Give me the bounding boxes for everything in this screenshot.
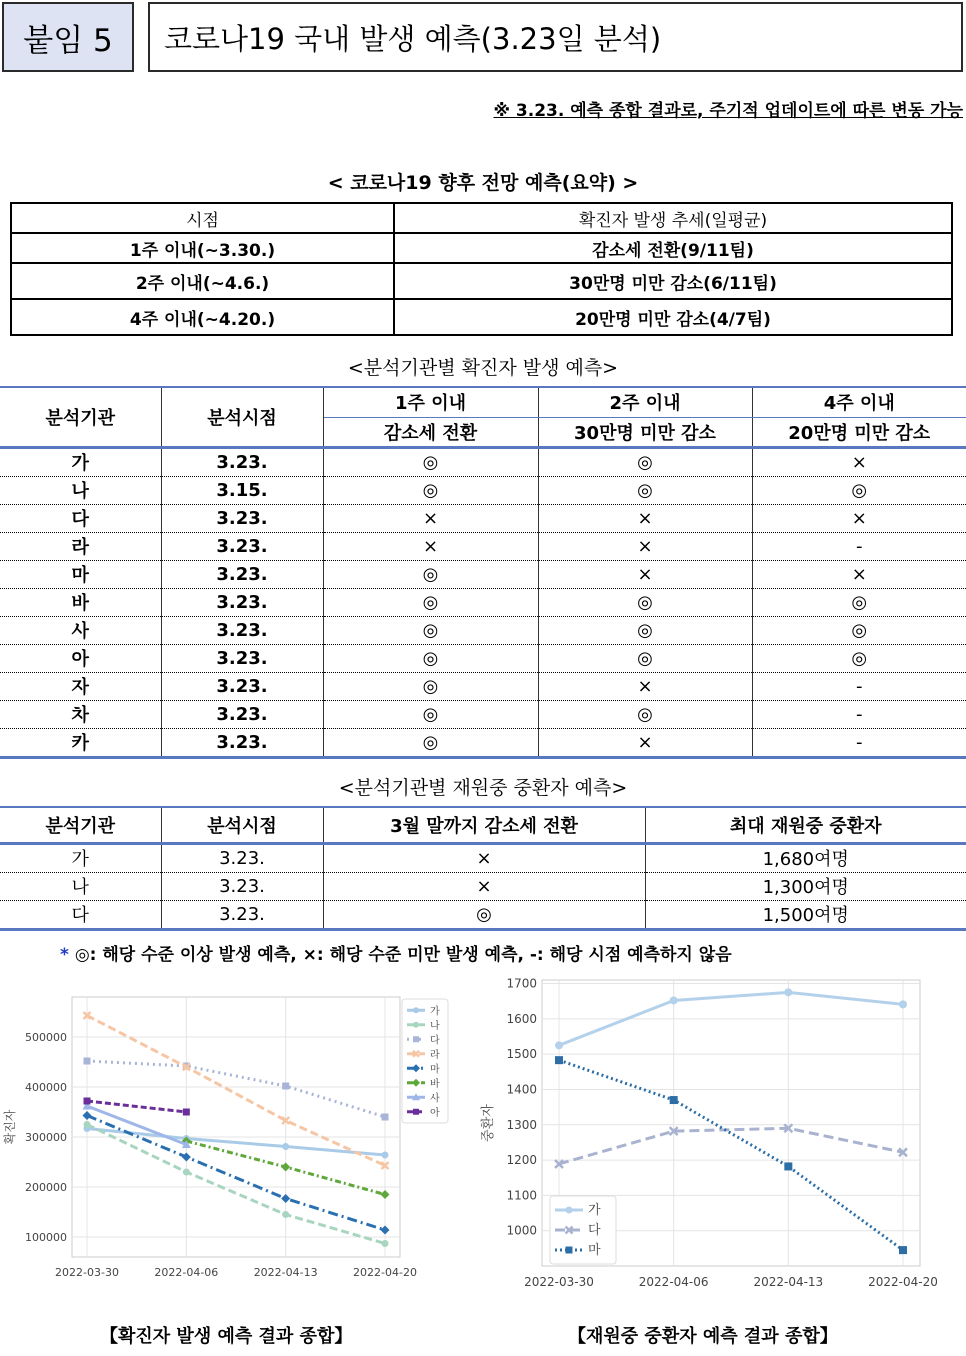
cases-time-cell: 3.23. xyxy=(161,728,323,757)
cases-row xyxy=(0,616,966,644)
summary-cell: 1주 이내(~3.30.) xyxy=(11,233,394,263)
legend-label: 마 xyxy=(430,1064,440,1076)
data-point xyxy=(282,1211,289,1218)
summary-table xyxy=(10,202,953,336)
legend-label: 사 xyxy=(430,1093,440,1105)
cases-forecast-cell: × xyxy=(538,728,752,757)
cases-org-cell: 나 xyxy=(0,476,161,504)
cases-time-cell: 3.23. xyxy=(161,616,323,644)
cases-sub-w4: 20만명 미만 감소 xyxy=(752,417,966,447)
data-point xyxy=(84,1058,91,1065)
x-tick-label: 2022-03-30 xyxy=(524,1275,594,1289)
cases-org-cell: 차 xyxy=(0,700,161,728)
cases-forecast-cell: × xyxy=(538,504,752,532)
severe-max-cell: 1,680여명 xyxy=(645,843,966,872)
severe-max-cell: 1,500여명 xyxy=(645,900,966,929)
severe-trend-cell: × xyxy=(323,843,645,872)
page-title xyxy=(148,2,963,72)
cases-org-cell: 아 xyxy=(0,644,161,672)
legend-note-star: * xyxy=(60,945,69,965)
y-tick-label: 1600 xyxy=(506,1011,537,1026)
y-tick-label: 1200 xyxy=(506,1153,537,1168)
legend-label: 가 xyxy=(430,1006,440,1018)
x-tick-label: 2022-04-20 xyxy=(353,1266,417,1279)
cases-forecast-cell: × xyxy=(538,532,752,560)
cases-forecast-cell: ◎ xyxy=(538,616,752,644)
summary-row xyxy=(11,233,952,263)
legend-label: 바 xyxy=(430,1078,440,1090)
y-tick-label: 500000 xyxy=(25,1031,67,1044)
cases-org-cell: 카 xyxy=(0,728,161,757)
cases-row xyxy=(0,672,966,700)
legend-note xyxy=(60,940,732,965)
cases-row xyxy=(0,476,966,504)
severe-time-cell: 3.23. xyxy=(161,872,323,900)
y-tick-label: 100000 xyxy=(25,1231,67,1244)
cases-forecast-cell: ◎ xyxy=(538,476,752,504)
cases-forecast-cell: ◎ xyxy=(323,672,538,700)
cases-org-cell: 가 xyxy=(0,447,161,476)
severe-table-title: <분석기관별 재원중 중환자 예측> xyxy=(338,777,628,799)
cases-row xyxy=(0,447,966,476)
severe-header-cell: 3월 말까지 감소세 전환 xyxy=(323,807,645,843)
severe-forecast-chart xyxy=(478,970,964,1300)
severe-time-cell: 3.23. xyxy=(161,843,323,872)
cases-forecast-cell: ◎ xyxy=(538,644,752,672)
cases-forecast-cell: × xyxy=(752,504,966,532)
cases-table-title: <분석기관별 확진자 발생 예측> xyxy=(347,357,619,379)
severe-header-cell: 분석시점 xyxy=(161,807,323,843)
cases-sub-w1: 감소세 전환 xyxy=(323,417,538,447)
cases-forecast-cell: × xyxy=(752,560,966,588)
cases-row xyxy=(0,700,966,728)
y-tick-label: 1100 xyxy=(506,1188,537,1203)
data-point xyxy=(183,1169,190,1176)
cases-org-cell: 자 xyxy=(0,672,161,700)
cases-header-row xyxy=(0,387,966,417)
data-point xyxy=(899,1000,907,1008)
cases-forecast-cell: ◎ xyxy=(538,447,752,476)
summary-header-cell: 시점 xyxy=(11,203,394,233)
data-point xyxy=(84,1098,91,1105)
cases-forecast-cell: × xyxy=(323,532,538,560)
attachment-tag xyxy=(2,2,134,72)
cases-forecast-cell: × xyxy=(323,504,538,532)
cases-forecast-cell: ◎ xyxy=(752,476,966,504)
severe-header-cell: 분석기관 xyxy=(0,807,161,843)
cases-forecast-cell: ◎ xyxy=(323,616,538,644)
x-tick-label: 2022-04-06 xyxy=(638,1275,709,1289)
summary-cell: 20만명 미만 감소(4/7팀) xyxy=(394,299,952,335)
y-tick-label: 400000 xyxy=(25,1081,67,1094)
left-chart-caption: 【확진자 발생 예측 결과 종합】 xyxy=(100,1326,353,1347)
x-tick-label: 2022-04-13 xyxy=(753,1275,824,1289)
data-point xyxy=(413,1036,419,1042)
data-point xyxy=(784,1162,792,1170)
summary-header-cell: 확진자 발생 추세(일평균) xyxy=(394,203,952,233)
cases-time-cell: 3.23. xyxy=(161,504,323,532)
summary-cell: 감소세 전환(9/11팀) xyxy=(394,233,952,263)
cases-org-cell: 마 xyxy=(0,560,161,588)
data-point xyxy=(413,1022,419,1028)
data-point xyxy=(183,1109,190,1116)
data-point xyxy=(413,1007,419,1013)
cases-row xyxy=(0,560,966,588)
summary-cell: 4주 이내(~4.20.) xyxy=(11,299,394,335)
cases-row xyxy=(0,728,966,757)
summary-cell: 2주 이내(~4.6.) xyxy=(11,263,394,299)
severe-row xyxy=(0,843,966,872)
right-chart-caption: 【재원중 중환자 예측 결과 종합】 xyxy=(568,1326,838,1347)
severe-header-cell: 최대 재원중 중환자 xyxy=(729,815,882,837)
cases-forecast-cell: × xyxy=(752,447,966,476)
data-point xyxy=(413,1109,419,1115)
cases-time-cell: 3.23. xyxy=(161,532,323,560)
severe-trend-cell: ◎ xyxy=(323,900,645,929)
cases-forecast-cell: ◎ xyxy=(323,644,538,672)
y-tick-label: 200000 xyxy=(25,1181,67,1194)
severe-time-cell: 3.23. xyxy=(161,900,323,929)
cases-header-time: 분석시점 xyxy=(161,387,323,447)
cases-sub-w2: 30만명 미만 감소 xyxy=(538,417,752,447)
y-axis-label: 확진자 xyxy=(3,1109,17,1145)
cases-org-cell: 라 xyxy=(0,532,161,560)
cases-time-cell: 3.23. xyxy=(161,447,323,476)
data-point xyxy=(670,996,678,1004)
data-point xyxy=(670,1096,678,1104)
legend-note-text: ◎: 해당 수준 이상 발생 예측, ×: 해당 수준 미만 발생 예측, -: 해당 시점 예측하지 않음 xyxy=(74,945,732,965)
data-point xyxy=(899,1246,907,1254)
cases-forecast-cell: ◎ xyxy=(323,560,538,588)
cases-forecast-cell: ◎ xyxy=(752,616,966,644)
legend-label: 마 xyxy=(588,1243,601,1258)
summary-cell: 30만명 미만 감소(6/11팀) xyxy=(394,263,952,299)
cases-forecast-cell: ◎ xyxy=(538,588,752,616)
cases-forecast-cell: - xyxy=(752,700,966,728)
cases-forecast-cell: ◎ xyxy=(323,588,538,616)
attachment-tag-label: 붙임 5 xyxy=(23,22,113,59)
data-point xyxy=(382,1240,389,1247)
severe-row xyxy=(0,872,966,900)
summary-row xyxy=(11,263,952,299)
cases-header-w2: 2주 이내 xyxy=(538,387,752,417)
cases-row xyxy=(0,532,966,560)
cases-forecast-cell: ◎ xyxy=(323,447,538,476)
cases-org-cell: 바 xyxy=(0,588,161,616)
cases-forecast-cell: × xyxy=(538,560,752,588)
legend-label: 라 xyxy=(430,1049,440,1061)
data-point xyxy=(282,1143,289,1150)
data-point xyxy=(566,1207,573,1214)
summary-header-row xyxy=(11,203,952,233)
cases-forecast-cell: ◎ xyxy=(538,700,752,728)
data-point xyxy=(784,988,792,996)
data-point xyxy=(84,1121,91,1128)
data-point xyxy=(555,1056,563,1064)
cases-time-cell: 3.23. xyxy=(161,560,323,588)
y-tick-label: 1400 xyxy=(506,1082,537,1097)
cases-org-cell: 사 xyxy=(0,616,161,644)
cases-forecast-cell: × xyxy=(538,672,752,700)
legend-box xyxy=(402,999,448,1123)
cases-table xyxy=(0,386,966,759)
y-tick-label: 1300 xyxy=(506,1117,537,1132)
severe-header-row xyxy=(0,807,966,843)
cases-forecast-cell: ◎ xyxy=(752,588,966,616)
severe-org-cell: 가 xyxy=(0,843,161,872)
cases-row xyxy=(0,504,966,532)
legend-label: 가 xyxy=(588,1203,601,1218)
cases-forecast-cell: ◎ xyxy=(323,476,538,504)
cases-header-w4: 4주 이내 xyxy=(752,387,966,417)
severe-trend-cell: × xyxy=(323,872,645,900)
cases-header-org: 분석기관 xyxy=(0,387,161,447)
y-tick-label: 1000 xyxy=(506,1223,537,1238)
cases-forecast-cell: ◎ xyxy=(752,644,966,672)
data-point xyxy=(382,1152,389,1159)
cases-forecast-cell: ◎ xyxy=(323,700,538,728)
cases-forecast-cell: - xyxy=(752,532,966,560)
summary-title: < 코로나19 향후 전망 예측(요약) > xyxy=(327,172,639,194)
x-tick-label: 2022-04-20 xyxy=(868,1275,938,1289)
y-tick-label: 1500 xyxy=(506,1047,537,1062)
legend-label: 아 xyxy=(430,1107,440,1119)
summary-row xyxy=(11,299,952,335)
cases-time-cell: 3.15. xyxy=(161,476,323,504)
data-point xyxy=(566,1247,573,1254)
cases-time-cell: 3.23. xyxy=(161,672,323,700)
update-note: ※ 3.23. 예측 종합 결과로, 주기적 업데이트에 따른 변동 가능 xyxy=(493,101,963,121)
data-point xyxy=(282,1083,289,1090)
severe-org-cell: 나 xyxy=(0,872,161,900)
cases-org-cell: 다 xyxy=(0,504,161,532)
y-axis-label: 중환자 xyxy=(481,1104,496,1142)
cases-time-cell: 3.23. xyxy=(161,700,323,728)
y-tick-label: 300000 xyxy=(25,1131,67,1144)
data-point xyxy=(555,1041,563,1049)
cases-forecast-chart xyxy=(0,985,460,1285)
severe-org-cell: 다 xyxy=(0,900,161,929)
legend-label: 다 xyxy=(430,1035,440,1047)
cases-header-w1: 1주 이내 xyxy=(323,387,538,417)
cases-row xyxy=(0,644,966,672)
cases-row xyxy=(0,588,966,616)
cases-forecast-cell: ◎ xyxy=(323,728,538,757)
severe-row xyxy=(0,900,966,929)
x-tick-label: 2022-04-06 xyxy=(154,1266,219,1279)
cases-forecast-cell: - xyxy=(752,672,966,700)
cases-forecast-cell: - xyxy=(752,728,966,757)
severe-max-cell: 1,300여명 xyxy=(645,872,966,900)
data-point xyxy=(382,1114,389,1121)
x-tick-label: 2022-04-13 xyxy=(253,1266,318,1279)
cases-time-cell: 3.23. xyxy=(161,588,323,616)
legend-label: 다 xyxy=(588,1223,601,1238)
legend-label: 나 xyxy=(430,1020,440,1032)
severe-table xyxy=(0,806,966,931)
page-title-text: 코로나19 국내 발생 예측(3.23일 분석) xyxy=(164,21,662,56)
y-tick-label: 1700 xyxy=(506,976,537,991)
cases-time-cell: 3.23. xyxy=(161,644,323,672)
x-tick-label: 2022-03-30 xyxy=(55,1266,119,1279)
